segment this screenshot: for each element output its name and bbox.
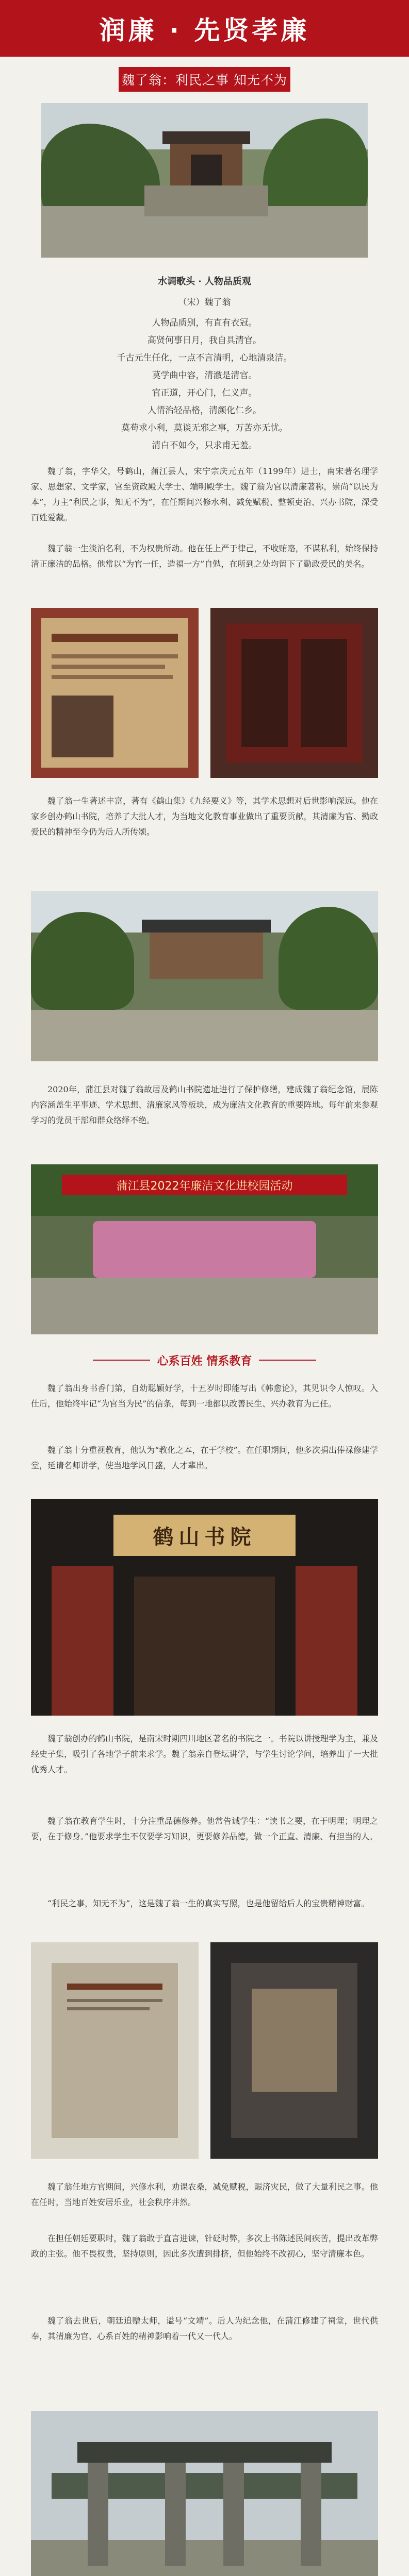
poem-line: 官正道，开心门，仁义声。 (152, 388, 257, 398)
photo-event-group (31, 1164, 378, 1334)
body-paragraph: 魏了翁十分重视教育，他认为“教化之本，在于学校”。在任职期间，他多次捐出俸禄修建学堂，延请名师讲学，使当地学风日盛，人才辈出。 (31, 1445, 378, 1470)
section-heading (93, 1350, 316, 1370)
poem-line: 千古元生任化，一点不言清明，心地清泉洁。 (117, 353, 292, 363)
poem-line: 人情治轻品格，清颜化仁乡。 (148, 405, 261, 416)
body-paragraph: 魏了翁一生淡泊名利，不为权贵所动。他在任上严于律己，不收贿赂，不谋私利，始终保持清正廉洁的品格。他常以“为官一任，造福一方”自勉，在所到之处均留下了勤政爱民的美名。 (31, 544, 378, 569)
body-paragraph: “利民之事，知无不为”，这是魏了翁一生的真实写照，也是他留给后人的宝贵精神财富。 (47, 1899, 370, 1908)
body-paragraph: 在担任朝廷要职时，魏了翁敢于直言进谏，针砭时弊，多次上书陈述民间疾苦，提出改革弊政的主张。他不畏权贵，坚持原则，因此多次遭到排挤，但他始终不改初心，坚守清廉本色。 (31, 2233, 378, 2259)
photo-exhibit-board (31, 608, 199, 778)
photo-courtyard (41, 103, 368, 258)
poem-line: 清白不如今，只求甫无羞。 (152, 440, 257, 451)
photo-memorial-archway (31, 2411, 378, 2576)
poem-line: 莫学曲中容，清澈是清官。 (152, 370, 257, 381)
photo-memorial-hall (31, 891, 378, 1061)
body-paragraph: 2020年，蒲江县对魏了翁故居及鹤山书院遗址进行了保护修缮，建成魏了翁纪念馆，展陈内容涵盖生平事迹、学术思想、清廉家风等板块，成为廉洁文化教育的重要阵地。每年前来参观学习的党员干部和群众络绎不绝。 (31, 1084, 378, 1125)
plaque-text: 鹤山书院 (153, 1524, 256, 1549)
poem-line: 人物品质别，有直有衣冠。 (152, 318, 257, 328)
photo-exhibit-left (31, 1942, 199, 2159)
photo-plaque-hall (31, 1499, 378, 1716)
body-paragraph: 魏了翁在教育学生时，十分注重品德修养。他常告诫学生：“读书之要，在于明理；明理之要，在于修身。”他要求学生不仅要学习知识，更要修养品德，做一个正直、清廉、有担当的人。 (31, 1816, 378, 1841)
poem-author: （宋）魏了翁 (178, 297, 231, 308)
subtitle-text: 魏了翁：利民之事 知无不为 (122, 73, 287, 88)
body-paragraph: 魏了翁去世后，朝廷追赠太师，谥号“文靖”。后人为纪念他，在蒲江修建了祠堂，世代供奉，其清廉为官、心系百姓的精神影响着一代又一代人。 (31, 2316, 378, 2341)
body-paragraph: 魏了翁一生著述丰富，著有《鹤山集》《九经要义》等，其学术思想对后世影响深远。他在家乡创办鹤山书院，培养了大批人才，为当地文化教育事业做出了重要贡献，其清廉为官、勤政爱民的精神至今仍为后人所传颂。 (31, 796, 378, 837)
photo-hall-door (210, 608, 378, 778)
event-banner-text: 蒲江县2022年廉洁文化进校园活动 (116, 1179, 293, 1193)
body-paragraph: 魏了翁出身书香门第，自幼聪颖好学，十五岁时即能写出《韩愈论》，其见识令人惊叹。入仕后，他始终牢记“为官当为民”的信条，每到一地都以改善民生、兴办教育为己任。 (31, 1383, 378, 1409)
body-paragraph: 魏了翁，字华父，号鹤山，蒲江县人，宋宁宗庆元五年（1199年）进士，南宋著名理学家、思想家、文学家，官至资政殿大学士、端明殿学士。魏了翁为官以清廉著称，崇尚“以民为本”，力主“利民之事，知无不为”，在任期间兴修水利、减免赋税、整顿吏治、兴办书院，深受百姓爱戴。 (31, 466, 378, 522)
banner-title: 润廉 · 先贤孝廉 (99, 15, 310, 45)
section-title: 心系百姓 情系教育 (157, 1354, 252, 1368)
photo-exhibit-right (210, 1942, 378, 2159)
poem-title: 水调歌头 · 人物品质观 (158, 276, 251, 287)
subtitle-bar (119, 67, 290, 92)
body-paragraph: 魏了翁任地方官期间，兴修水利，劝课农桑，减免赋税，赈济灾民，做了大量利民之事。他在任时，当地百姓安居乐业，社会秩序井然。 (31, 2182, 378, 2207)
poem-line: 高贤何事日月，我自具清官。 (148, 335, 261, 346)
poem-line: 莫苟求小利，莫谈无邪之事，万苦亦无忧。 (121, 423, 288, 433)
body-paragraph: 魏了翁创办的鹤山书院，是南宋时期四川地区著名的书院之一。书院以讲授理学为主，兼及经史子集，吸引了各地学子前来求学。魏了翁亲自登坛讲学，与学生讨论学问，培养出了一大批优秀人才。 (31, 1734, 378, 1774)
header-banner (0, 0, 409, 57)
